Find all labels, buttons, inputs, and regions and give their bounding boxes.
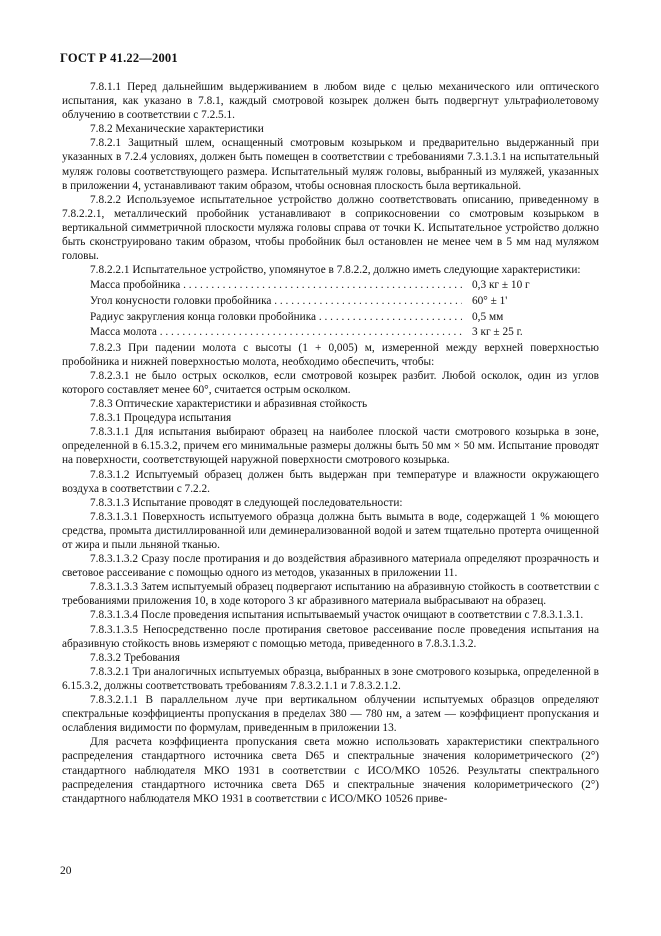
paragraph: 7.8.3.1.3.2 Сразу после протирания и до воздействия абразивного материала определяют прозрачность и световое рассеивание с помощью одного из методов, указанных в приложении 11. [62,553,599,580]
paragraph: 7.8.3.2.1 Три аналогичных испытуемых образца, выбранных в зоне смотрового козырька, определенной в 6.15.3.2, должны соответствовать требованиям 7.8.3.2.1.1 и 7.8.3.2.1.2. [62,665,599,692]
spec-row [62,294,599,310]
paragraph: 7.8.2.2 Используемое испытательное устройство должно соответствовать описанию, приведенному в 7.8.2.2.1, металлический пробойник устанавливают в соприкосновении со смотровым козырьком в вертикальной симметричной плоскости муляжа головы справа от точки K. Испытательное устройство должно быть сконструировано таким образом, чтобы пробойник был остановлен не менее чем в 5 мм над муляжом головы. [62,193,599,263]
spec-value: 3 кг ± 25 г. [472,326,523,339]
spec-value: 0,3 кг ± 10 г [472,279,530,292]
spec-label: Масса молота . . . [62,325,462,339]
paragraph: 7.8.3.1.3.4 После проведения испытания испытываемый участок очищают в соответствии с 7.8.3.1.3.1. [90,609,584,622]
paragraph: 7.8.3.1 Процедура испытания [90,412,232,425]
spec-list [62,278,599,340]
document-header: ГОСТ Р 41.22—2001 [60,51,178,65]
spec-value: 60° ± 1' [472,294,508,307]
paragraph: 7.8.3.1.3.1 Поверхность испытуемого образца должна быть вымыта в воде, содержащей 1 % моющего средства, промыта дистиллированной или деминерализованной водой и затем тщательно протерта очищенной от жира и пыли льняной тканью. [62,510,599,551]
spec-label: Угол конусности головки пробойника . . . [62,294,462,308]
paragraph: 7.8.3.2 Требования [90,651,180,664]
body-text [62,80,599,806]
spec-value: 0,5 мм [472,310,504,323]
paragraph: 7.8.3.1.3.3 Затем испытуемый образец подвергают испытанию на абразивную стойкость в соответствии с требованиями приложения 10, в ходе которого 3 кг абразивного материала выбрасывают на образец. [62,581,599,608]
paragraph: Для расчета коэффициента пропускания света можно использовать характеристики спектрального распределения стандартного источника света D65 и спектральные значения колориметрического (2°) стандартного наблюдателя МКО 1931 в соответствии с ИСО/МКО 10526. Результаты спектрального распределения стандартного источника света D65 и спектральные значения колориметрического (2°) стандартного наблюдателя МКО 1931 в соответствии с ИСО/МКО 10526 приве- [62,736,599,805]
paragraph: 7.8.2.1 Защитный шлем, оснащенный смотровым козырьком и предварительно выдержанный при указанных в 7.2.4 условиях, должен быть помещен в соответствии с требованиями 7.3.1.3.1 на испытательный муляж головы соответствующего размера. Испытательный муляж головы, выбранный из муляжей, указанных в приложении 4, устанавливают таким образом, чтобы основная плоскость была вертикальной. [62,137,599,192]
paragraph: 7.8.3 Оптические характеристики и абразивная стойкость [90,398,368,411]
paragraph: 7.8.2.3.1 не было острых осколков, если смотровой козырек разбит. Любой осколок, один из углов которого составляет менее 60°, считается острым осколком. [62,369,599,396]
spec-row [62,310,599,326]
paragraph: 7.8.2.2.1 Испытательное устройство, упомянутое в 7.8.2.2, должно иметь следующие характеристики: [90,264,581,277]
paragraph: 7.8.3.1.3.5 Непосредственно после протирания световое рассеивание после проведения испытания на абразивную стойкость вновь измеряют с помощью метода, приведенного в 7.8.3.1.3.2. [62,623,599,650]
paragraph: 7.8.2.3 При падении молота с высоты (1 + 0,005) м, измеренной между верхней поверхностью пробойника и нижней поверхностью молота, необходимо обеспечить, чтобы: [62,341,599,368]
paragraph: 7.8.3.2.1.1 В параллельном луче при вертикальном облучении испытуемых образцов определяют спектральные коэффициенты пропускания в пределах 380 — 780 нм, а затем — коэффициент пропускания и ослабления видимости по формулам, приведенным в приложении 13. [62,694,599,735]
paragraph: 7.8.3.1.2 Испытуемый образец должен быть выдержан при температуре и влажности окружающего воздуха в соответствии с 7.2.2. [62,468,599,495]
spec-row [62,278,599,294]
paragraph: 7.8.3.1.1 Для испытания выбирают образец на наиболее плоской части смотрового козырька в зоне, определенной в 6.15.3.2, причем его минимальные размеры должны быть 50 мм × 50 мм. Испытание проводят на поверхности, соответствующей наружной поверхности смотрового козырька. [62,426,599,467]
spec-label: Масса пробойника . . . [62,278,462,292]
page-number: 20 [60,865,72,877]
paragraph: 7.8.3.1.3 Испытание проводят в следующей последовательности: [90,496,403,509]
paragraphs-after-specs [62,341,599,806]
paragraph: 7.8.2 Механические характеристики [90,123,264,136]
paragraphs-before-specs [62,80,599,277]
paragraph: 7.8.1.1 Перед дальнейшим выдерживанием в любом виде с целью механического или оптического испытания, как указано в 7.8.1, каждый смотровой козырек должен быть подвергнут ультрафиолетовому облучению в соответствии с 7.2.5.1. [62,81,599,122]
spec-row [62,325,599,341]
spec-label: Радиус закругления конца головки пробойника . . . [62,310,462,324]
